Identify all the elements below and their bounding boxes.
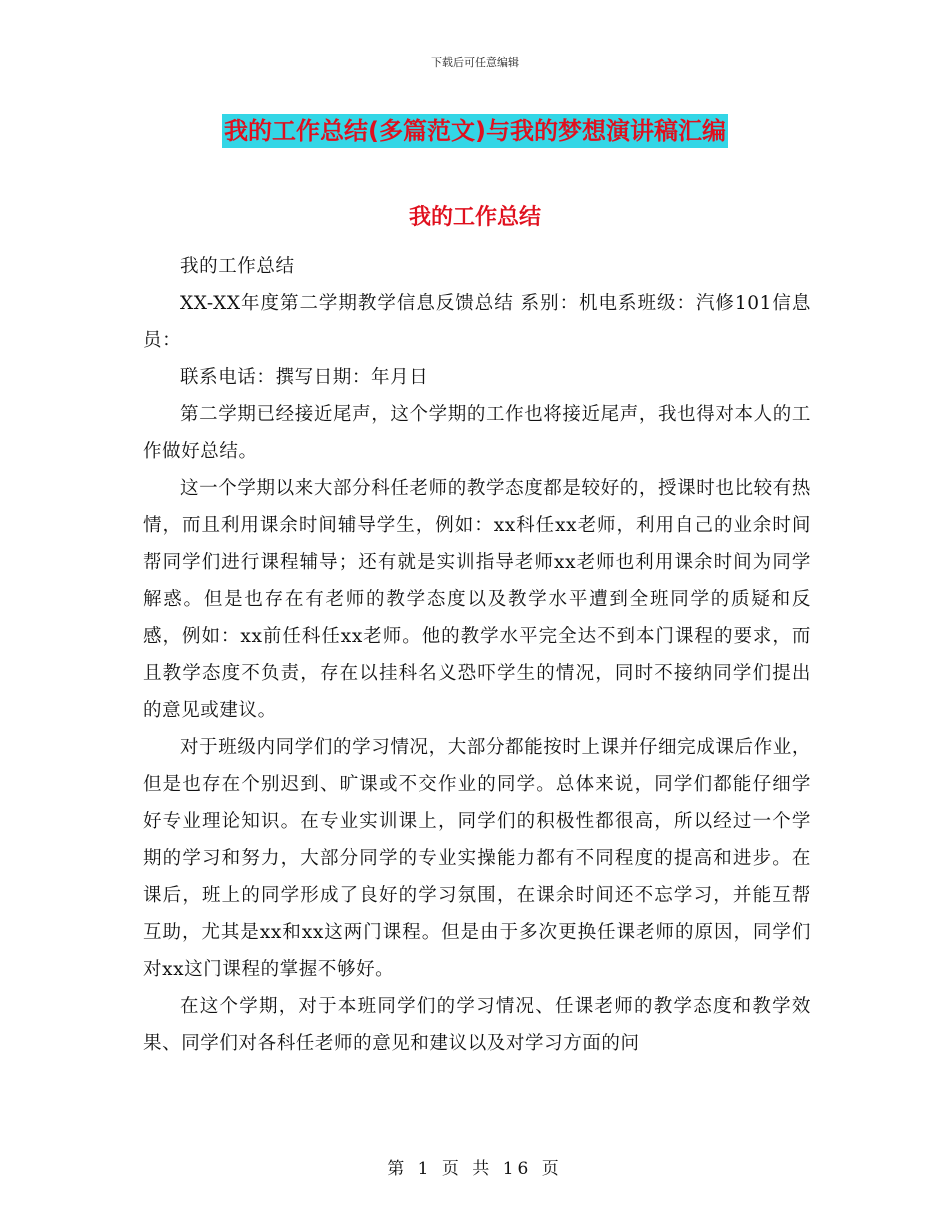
paragraph: 联系电话：撰写日期：年月日 [180, 367, 429, 388]
paragraph: 对于班级内同学们的学习情况，大部分都能按时上课并仔细完成课后作业，但是也存在个别迟到、旷课或不交作业的同学。总体来说，同学们都能仔细学好专业理论知识。在专业实训课上，同学们的积极性都很高，所以经过一个学期的学习和努力，大部分同学的专业实操能力都有不同程度的提高和进步。在课后，班上的同学形成了良好的学习氛围，在课余时间还不忘学习，并能互帮互助，尤其是xx和xx这两门课程。但是由于多次更换任课老师的原因，同学们对xx这门课程的掌握不够好。 [143, 737, 811, 980]
paragraph: 这一个学期以来大部分科任老师的教学态度都是较好的，授课时也比较有热情，而且利用课余时间辅导学生，例如：xx科任xx老师，利用自己的业余时间帮同学们进行课程辅导；还有就是实训指导老师xx老师也利用课余时间为同学解惑。但是也存在有老师的教学态度以及教学水平遭到全班同学的质疑和反感，例如：xx前任科任xx老师。他的教学水平完全达不到本门课程的要求，而且教学态度不负责，存在以挂科名义恐吓学生的情况，同时不接纳同学们提出的意见或建议。 [143, 478, 811, 721]
paragraph: 第二学期已经接近尾声，这个学期的工作也将接近尾声，我也得对本人的工作做好总结。 [143, 404, 811, 462]
paragraph: 我的工作总结 [180, 256, 295, 277]
main-title-container [0, 114, 950, 148]
paragraph: XX-XX年度第二学期教学信息反馈总结 系别：机电系班级：汽修101信息员： [143, 293, 811, 351]
paragraph: 在这个学期，对于本班同学们的学习情况、任课老师的教学态度和教学效果、同学们对各科任老师的意见和建议以及对学习方面的问 [143, 996, 811, 1054]
page-footer: 第 1 页 共 16 页 [387, 1159, 563, 1179]
main-title: 我的工作总结(多篇范文)与我的梦想演讲稿汇编 [222, 114, 728, 148]
body-text [143, 248, 811, 1062]
section-title: 我的工作总结 [408, 205, 541, 230]
header-note: 下载后可任意编辑 [431, 56, 519, 69]
